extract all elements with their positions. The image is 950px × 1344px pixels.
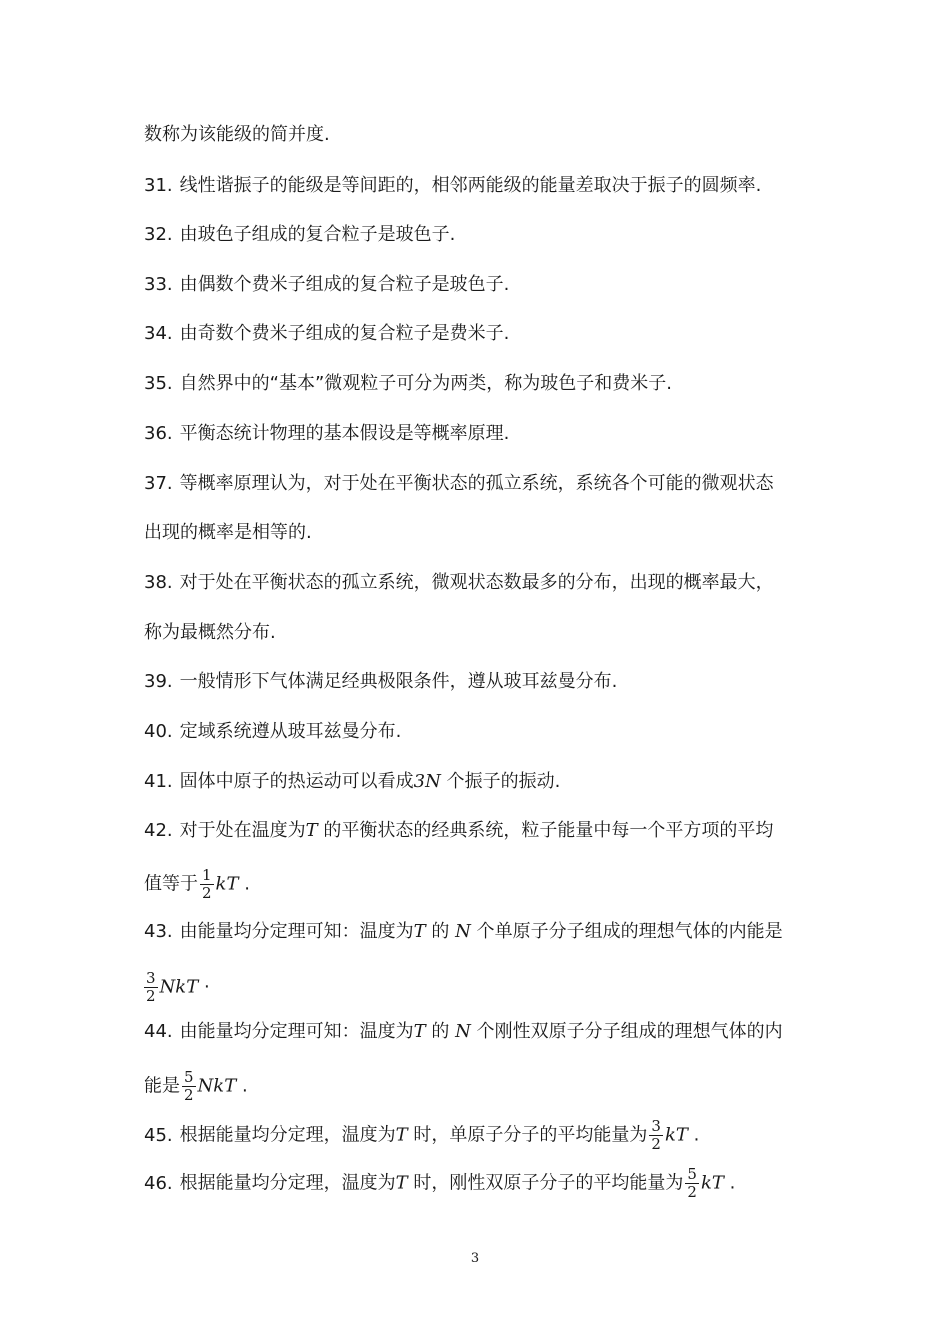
item-text: 出现的概率是相等的. bbox=[144, 522, 312, 543]
item-text: 线性谐振子的能级是等间距的，相邻两能级的能量差取决于振子的圆频率. bbox=[179, 175, 762, 196]
item-40 bbox=[144, 719, 814, 745]
item-number: 35. bbox=[144, 373, 173, 394]
item-text: . bbox=[238, 873, 250, 895]
item-32 bbox=[144, 222, 814, 248]
item-number: 38. bbox=[144, 572, 173, 593]
math-symbol: T bbox=[395, 1172, 408, 1194]
item-text: 等概率原理认为，对于处在平衡状态的孤立系统，系统各个可能的微观状态 bbox=[179, 473, 774, 494]
fraction-denominator: 2 bbox=[184, 1086, 194, 1104]
fraction bbox=[649, 1118, 663, 1153]
item-38 bbox=[144, 570, 814, 596]
item-text: 对于处在平衡状态的孤立系统，微观状态数最多的分布，出现的概率最大， bbox=[179, 572, 774, 593]
item-number: 44. bbox=[144, 1021, 173, 1042]
item-text: 的平衡状态的经典系统，粒子能量中每一个平方项的平均 bbox=[317, 820, 774, 841]
item-number: 42. bbox=[144, 820, 173, 841]
fraction-numerator: 3 bbox=[146, 969, 156, 987]
math-symbol: NkT bbox=[159, 976, 199, 998]
item-46 bbox=[144, 1165, 814, 1201]
item-number: 33. bbox=[144, 274, 173, 295]
item-number: 36. bbox=[144, 423, 173, 444]
item-36 bbox=[144, 421, 814, 447]
item-text: . bbox=[723, 1172, 736, 1194]
item-42-continuation bbox=[144, 866, 814, 902]
item-text: 的 bbox=[425, 921, 456, 942]
item-text: · bbox=[198, 976, 210, 998]
item-text: 能是 bbox=[144, 1075, 180, 1097]
item-number: 34. bbox=[144, 323, 173, 344]
item-39 bbox=[144, 669, 814, 695]
item-number: 45. bbox=[144, 1124, 173, 1146]
fraction bbox=[200, 867, 214, 902]
item-43 bbox=[144, 919, 814, 945]
math-symbol: T bbox=[413, 1021, 426, 1042]
item-34 bbox=[144, 321, 814, 347]
math-symbol: N bbox=[455, 921, 471, 942]
item-41 bbox=[144, 769, 814, 795]
item-42 bbox=[144, 818, 814, 844]
item-number: 39. bbox=[144, 671, 173, 692]
item-text: 由能量均分定理可知：温度为 bbox=[179, 921, 414, 942]
item-text: 数称为该能级的简并度. bbox=[144, 124, 330, 145]
item-30-continuation bbox=[144, 122, 814, 148]
item-43-continuation bbox=[144, 969, 814, 1005]
item-text: 对于处在温度为 bbox=[179, 820, 306, 841]
item-text: 个振子的振动. bbox=[440, 771, 561, 792]
fraction-numerator: 5 bbox=[184, 1068, 194, 1086]
math-symbol: T bbox=[395, 1124, 408, 1146]
item-text: 平衡态统计物理的基本假设是等概率原理. bbox=[179, 423, 510, 444]
page-number: 3 bbox=[470, 1251, 480, 1266]
item-44-continuation bbox=[144, 1068, 814, 1104]
fraction-numerator: 3 bbox=[651, 1117, 661, 1135]
item-number: 40. bbox=[144, 721, 173, 742]
fraction-numerator: 1 bbox=[202, 866, 212, 884]
item-text: 时，单原子分子的平均能量为 bbox=[407, 1124, 648, 1146]
math-symbol: kT bbox=[700, 1172, 724, 1194]
fraction bbox=[144, 970, 158, 1005]
item-38-continuation bbox=[144, 620, 814, 646]
math-symbol: N bbox=[455, 1021, 471, 1042]
math-symbol: T bbox=[413, 921, 426, 942]
item-text: 由偶数个费米子组成的复合粒子是玻色子. bbox=[179, 274, 510, 295]
item-text: 自然界中的“基本”微观粒子可分为两类，称为玻色子和费米子. bbox=[179, 373, 673, 394]
item-44 bbox=[144, 1019, 814, 1045]
item-text: 由能量均分定理可知：温度为 bbox=[179, 1021, 414, 1042]
item-37 bbox=[144, 471, 814, 497]
math-symbol: 3N bbox=[413, 771, 441, 792]
item-text: 个刚性双原子分子组成的理想气体的内 bbox=[470, 1021, 783, 1042]
math-symbol: kT bbox=[215, 873, 239, 895]
item-text: 根据能量均分定理，温度为 bbox=[179, 1124, 396, 1146]
item-number: 43. bbox=[144, 921, 173, 942]
math-symbol: kT bbox=[664, 1124, 688, 1146]
item-number: 31. bbox=[144, 175, 173, 196]
item-number: 32. bbox=[144, 224, 173, 245]
item-text: 由玻色子组成的复合粒子是玻色子. bbox=[179, 224, 456, 245]
item-text: 由奇数个费米子组成的复合粒子是费米子. bbox=[179, 323, 510, 344]
item-text: . bbox=[236, 1075, 248, 1097]
item-45 bbox=[144, 1117, 814, 1153]
item-text: 个单原子分子组成的理想气体的内能是 bbox=[470, 921, 783, 942]
fraction-numerator: 5 bbox=[687, 1165, 697, 1183]
math-symbol: T bbox=[305, 820, 318, 841]
item-text: 固体中原子的热运动可以看成 bbox=[179, 771, 414, 792]
item-text: 一般情形下气体满足经典极限条件，遵从玻耳兹曼分布. bbox=[179, 671, 618, 692]
item-text: 称为最概然分布. bbox=[144, 622, 276, 643]
item-text: 时，刚性双原子分子的平均能量为 bbox=[407, 1172, 684, 1194]
item-number: 41. bbox=[144, 771, 173, 792]
fraction bbox=[685, 1166, 699, 1201]
item-text: 根据能量均分定理，温度为 bbox=[179, 1172, 396, 1194]
item-number: 46. bbox=[144, 1172, 173, 1194]
fraction-denominator: 2 bbox=[651, 1135, 661, 1153]
fraction-denominator: 2 bbox=[202, 884, 212, 902]
fraction-denominator: 2 bbox=[146, 987, 156, 1005]
item-text: 值等于 bbox=[144, 873, 198, 895]
fraction bbox=[182, 1069, 196, 1104]
item-31 bbox=[144, 173, 814, 199]
item-text: . bbox=[687, 1124, 700, 1146]
item-33 bbox=[144, 272, 814, 298]
math-symbol: NkT bbox=[197, 1075, 237, 1097]
item-text: 的 bbox=[425, 1021, 456, 1042]
item-35 bbox=[144, 371, 814, 397]
item-number: 37. bbox=[144, 473, 173, 494]
item-text: 定域系统遵从玻耳兹曼分布. bbox=[179, 721, 402, 742]
item-37-continuation bbox=[144, 520, 814, 546]
fraction-denominator: 2 bbox=[687, 1183, 697, 1201]
